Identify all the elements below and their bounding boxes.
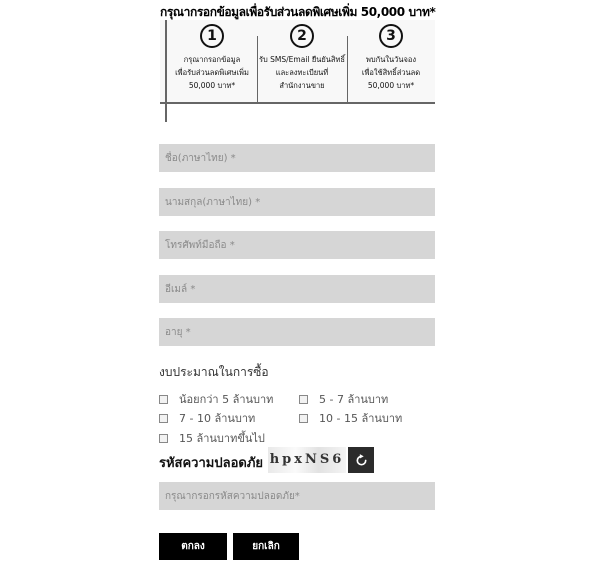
budget-option-label: 10 - 15 ล้านบาท [319,412,403,425]
refresh-icon [355,454,368,467]
budget-option-label: 5 - 7 ล้านบาท [319,393,389,406]
step-2 [257,24,347,92]
submit-button[interactable]: ตกลง [159,533,227,560]
step-number: 1 [200,24,224,48]
step-number: 2 [290,24,314,48]
budget-option-over-15m[interactable] [159,429,265,447]
step-3 [347,24,435,92]
steps-divider [160,102,435,104]
step-text: 50,000 บาท* [188,81,236,90]
step-text: กรุณากรอกข้อมูล [183,55,241,64]
checkbox[interactable] [159,395,168,404]
age-field [159,318,435,346]
captcha-field [159,482,435,510]
step-text: 50,000 บาท* [367,81,415,90]
captcha-label: รหัสความปลอดภัย [159,456,264,471]
checkbox[interactable] [299,395,308,404]
captcha-input[interactable] [159,482,435,510]
age-input[interactable] [159,318,435,346]
budget-label: งบประมาณในการซื้อ [159,365,269,379]
step-text: สำนักงานขาย [279,81,325,90]
email-input[interactable] [159,275,435,303]
first-name-field [159,144,435,172]
phone-field [159,231,435,259]
budget-option-label: น้อยกว่า 5 ล้านบาท [179,393,274,406]
step-text: พบกันในวันจอง [365,55,417,64]
last-name-input[interactable] [159,188,435,216]
captcha-refresh-button[interactable] [348,447,374,473]
checkbox[interactable] [159,414,168,423]
checkbox[interactable] [159,434,168,443]
budget-option-label: 7 - 10 ล้านบาท [179,412,256,425]
budget-option-7-10m[interactable] [159,409,255,427]
budget-option-5-7m[interactable] [299,390,388,408]
step-text: และลงทะเบียนที่ [275,68,329,77]
first-name-input[interactable] [159,144,435,172]
cancel-button[interactable]: ยกเลิก [233,533,299,560]
budget-option-label: 15 ล้านบาทขึ้นไป [179,432,265,445]
step-number: 3 [379,24,403,48]
step-text: เพื่อใช้สิทธิ์ส่วนลด [361,68,421,77]
step-1 [167,24,257,92]
step-text: เพื่อรับส่วนลดพิเศษเพิ่ม [175,68,249,77]
step-text: รับ SMS/Email ยืนยันสิทธิ์ [258,55,346,64]
budget-option-10-15m[interactable] [299,409,402,427]
phone-input[interactable] [159,231,435,259]
captcha-image: hpxNS6 [268,447,346,473]
banner-title: กรุณากรอกข้อมูลเพื่อรับส่วนลดพิเศษเพิ่ม 50,000 บาท* [160,5,436,19]
steps-panel [160,20,435,104]
last-name-field [159,188,435,216]
budget-option-under-5m[interactable] [159,390,273,408]
checkbox[interactable] [299,414,308,423]
email-field [159,275,435,303]
